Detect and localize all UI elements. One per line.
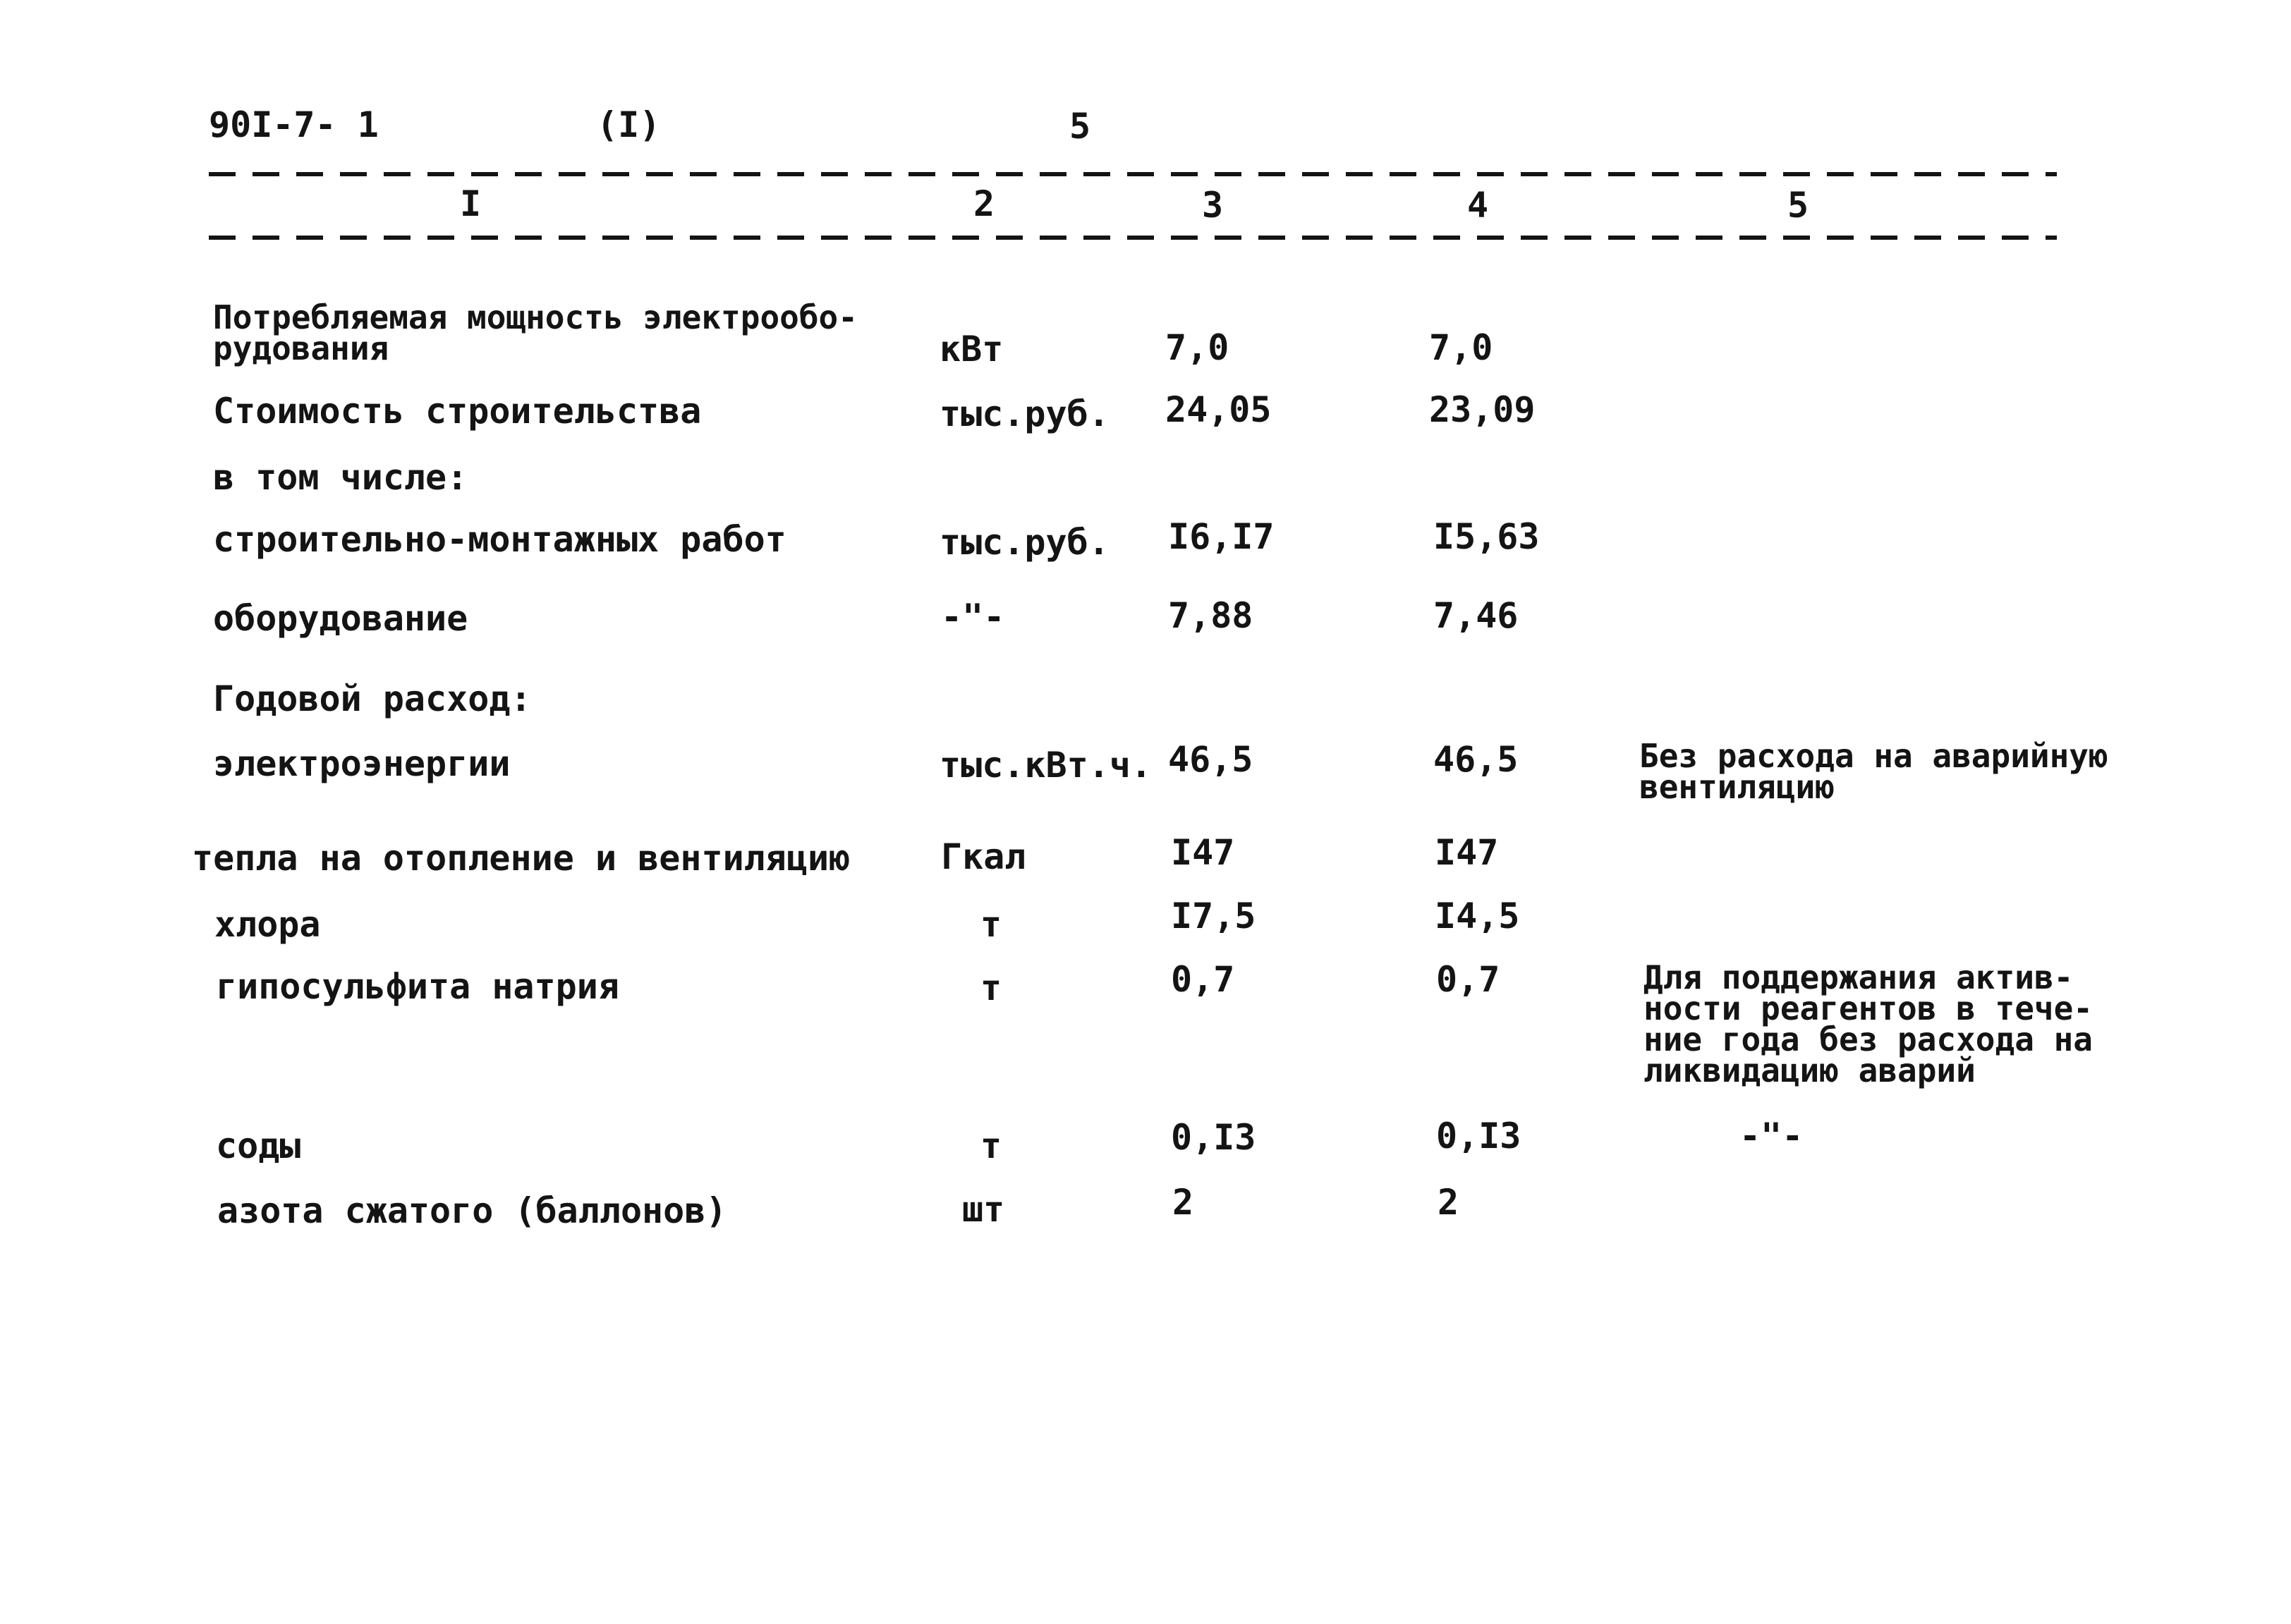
- row-value-4: 46,5: [1433, 739, 1519, 780]
- row-value-3: I47: [1171, 832, 1235, 873]
- row-value-3: 0,I3: [1171, 1117, 1256, 1158]
- row-value-4: I47: [1435, 832, 1499, 873]
- row-note: -"-: [1739, 1116, 1804, 1156]
- row-value-4: 2: [1438, 1182, 1459, 1223]
- row-unit: тыс.руб.: [940, 522, 1110, 563]
- row-value-4: 0,I3: [1436, 1116, 1521, 1156]
- row-value-3: 7,88: [1168, 595, 1253, 636]
- header-rule-top: [209, 172, 2057, 176]
- row-label: Потребляемая мощность электрообо- рудования: [213, 298, 858, 367]
- row-value-4: I5,63: [1433, 516, 1540, 557]
- row-value-4: 0,7: [1436, 959, 1500, 1000]
- row-label: гипосульфита натрия: [216, 966, 619, 1007]
- row-value-3: 2: [1172, 1182, 1194, 1223]
- header-rule-bottom: [209, 236, 2057, 240]
- row-value-3: 0,7: [1171, 959, 1235, 1000]
- row-value-4: I4,5: [1435, 896, 1520, 936]
- row-value-3: 46,5: [1168, 739, 1253, 780]
- column-header-4: 4: [1467, 185, 1489, 226]
- row-label: электроэнергии: [213, 743, 511, 784]
- row-value-3: 24,05: [1165, 389, 1272, 430]
- row-unit: т: [980, 967, 1002, 1008]
- row-unit: Гкал: [941, 836, 1026, 877]
- row-unit: -"-: [941, 597, 1005, 637]
- row-label: оборудование: [213, 598, 468, 639]
- row-label: хлора: [214, 904, 321, 945]
- row-label: Годовой расход:: [213, 678, 532, 719]
- row-label: строительно-монтажных работ: [213, 519, 786, 560]
- doc-code: 90I-7- 1: [209, 104, 379, 145]
- column-header-1: I: [460, 183, 482, 224]
- row-label: Стоимость строительства: [213, 391, 702, 432]
- row-note: Для поддержания актив- ности реагентов в тече- ние года без расхода на ликвидацию аварий: [1643, 958, 2093, 1089]
- row-unit: тыс.руб.: [940, 393, 1110, 434]
- row-value-4: 23,09: [1429, 389, 1536, 430]
- column-header-3: 3: [1202, 185, 1224, 226]
- row-note: Без расхода на аварийную вентиляцию: [1639, 737, 2108, 806]
- row-unit: т: [980, 904, 1002, 945]
- row-unit: шт: [962, 1189, 1005, 1230]
- row-unit: т: [980, 1125, 1002, 1166]
- row-label: соды: [216, 1125, 301, 1166]
- row-value-4: 7,0: [1429, 327, 1493, 368]
- row-unit: кВт: [940, 329, 1004, 370]
- row-unit: тыс.кВт.ч.: [940, 745, 1153, 786]
- page-number: 5: [1069, 106, 1091, 147]
- column-header-2: 2: [973, 183, 995, 224]
- row-label: азота сжатого (баллонов): [217, 1190, 727, 1231]
- row-label: в том числе:: [213, 457, 468, 498]
- row-value-3: I6,I7: [1168, 516, 1275, 557]
- section-number: (I): [597, 104, 661, 145]
- column-header-5: 5: [1787, 185, 1809, 226]
- row-label: тепла на отопление и вентиляцию: [192, 838, 851, 879]
- row-value-3: 7,0: [1165, 327, 1229, 368]
- row-value-3: I7,5: [1171, 896, 1256, 936]
- row-value-4: 7,46: [1433, 595, 1519, 636]
